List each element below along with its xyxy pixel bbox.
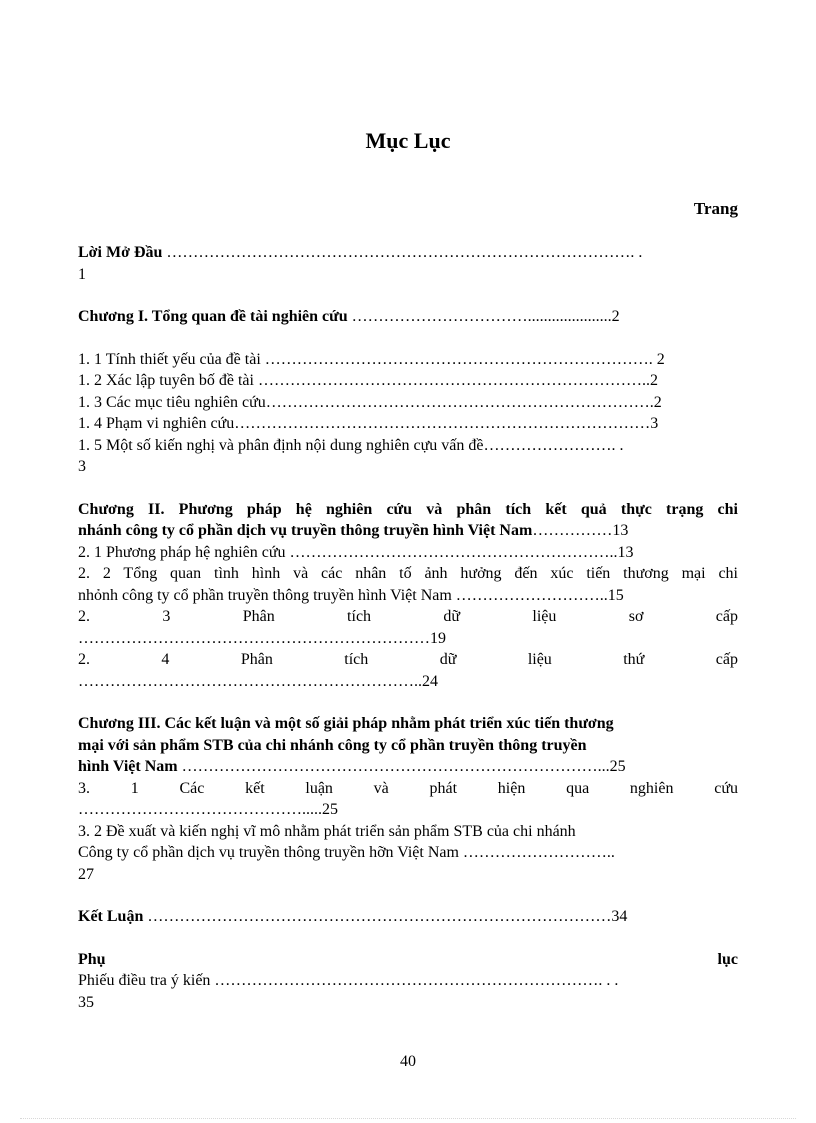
toc-label: Chương I. Tổng quan đề tài nghiên cứu <box>78 308 348 325</box>
toc-entry-3-2 <box>78 821 738 886</box>
footer-divider <box>20 1118 796 1119</box>
toc-entry-line: Công ty cổ phần dịch vụ truyền thông truyền hỡn Việt Nam ……………………….. <box>78 844 615 861</box>
page-number: 40 <box>400 1053 416 1070</box>
page-title: Mục Lục <box>365 128 451 153</box>
toc-label-line: mại với sản phẩm STB của chi nhánh công ty cổ phần truyền thông truyền <box>78 736 587 754</box>
toc-entry-line: Phiếu điều tra ý kiến ………………………………………………………………. . . <box>78 972 619 989</box>
toc-page-number: 1 <box>78 265 86 283</box>
toc-entry-line: 2. 3 Phân tích dữ liệu sơ cấp <box>78 608 738 625</box>
toc-entry-1-3: 1. 3 Các mục tiêu nghiên cứu……………………………………………………………….2 <box>78 393 662 411</box>
toc-leader: ……………………………………………………………………...25 <box>177 758 626 775</box>
toc-leader: ……………13 <box>532 522 629 539</box>
toc-entry-line: …………………………………………………………19 <box>78 629 446 647</box>
toc-entry-text: 1. 5 Một số kiến nghị và phân định nội dung nghiên cựu vấn đề……………………. . <box>78 436 624 454</box>
toc-entry-ket-luan <box>78 906 738 928</box>
toc-entry-chuong-3 <box>78 713 738 778</box>
table-of-contents <box>78 242 738 1013</box>
toc-entry-line: …………………………………….....25 <box>78 801 338 818</box>
toc-entry-line: 3. 1 Các kết luận và phát hiện qua nghiên cứu <box>78 779 738 797</box>
toc-entry-1-5 <box>78 435 738 478</box>
toc-label-line: hình Việt Nam <box>78 758 178 775</box>
toc-entry-2-4 <box>78 649 738 692</box>
toc-page-number: 27 <box>78 865 94 883</box>
toc-label-line: nhánh công ty cổ phần dịch vụ truyền thông truyền hình Việt Nam <box>78 522 533 539</box>
toc-page-number: 3 <box>78 458 86 475</box>
toc-entry-line: 3. 2 Đề xuất và kiến nghị vĩ mô nhằm phát triển sản phẩm STB của chi nhánh <box>78 822 576 840</box>
toc-label: Lời Mở Đầu <box>78 244 163 261</box>
page-column-header: Trang <box>693 199 738 218</box>
toc-label-line: Chương III. Các kết luận và một số giải pháp nhằm phát triển xúc tiến thương <box>78 715 614 732</box>
toc-entry-chuong-1 <box>78 306 738 328</box>
toc-page-number: 35 <box>78 993 94 1011</box>
toc-entry-chuong-2 <box>78 499 738 542</box>
toc-entry-2-3 <box>78 606 738 649</box>
toc-entry-line: ………………………………………………………..24 <box>78 672 438 690</box>
toc-entry-3-1 <box>78 778 738 821</box>
toc-leader: ……………………………………………………………………………. . <box>162 244 643 261</box>
toc-leader: …………………………….....................2 <box>347 308 620 325</box>
toc-entry-loi-mo-dau <box>78 242 738 285</box>
toc-label: Phụ lục <box>78 950 738 968</box>
toc-label: Kết Luận <box>78 908 144 925</box>
toc-entry-line: 2. 4 Phân tích dữ liệu thứ cấp <box>78 651 738 668</box>
toc-entry-1-2: 1. 2 Xác lập tuyên bố đề tài ………………………………………………………………..2 <box>78 372 658 389</box>
toc-entry-2-2 <box>78 563 738 606</box>
toc-leader: ……………………………………………………………………………34 <box>143 908 628 925</box>
toc-entry-2-1: 2. 1 Phương pháp hệ nghiên cứu ……………………………………………………..13 <box>78 543 634 561</box>
toc-entry-1-4: 1. 4 Phạm vi nghiên cứu……………………………………………………………………3 <box>78 415 659 432</box>
toc-entry-line: nhỏnh công ty cổ phần truyền thông truyền hình Việt Nam ………………………..15 <box>78 586 624 604</box>
toc-entry-phu-luc <box>78 949 738 1014</box>
toc-entry-line: 2. 2 Tổng quan tình hình và các nhân tố ảnh hưởng đến xúc tiến thương mại chi <box>78 565 738 582</box>
toc-entry-1-1: 1. 1 Tính thiết yếu của đề tài ………………………………………………………………. 2 <box>78 350 665 368</box>
toc-label-line: Chương II. Phương pháp hệ nghiên cứu và phân tích kết quả thực trạng chi <box>78 500 738 518</box>
